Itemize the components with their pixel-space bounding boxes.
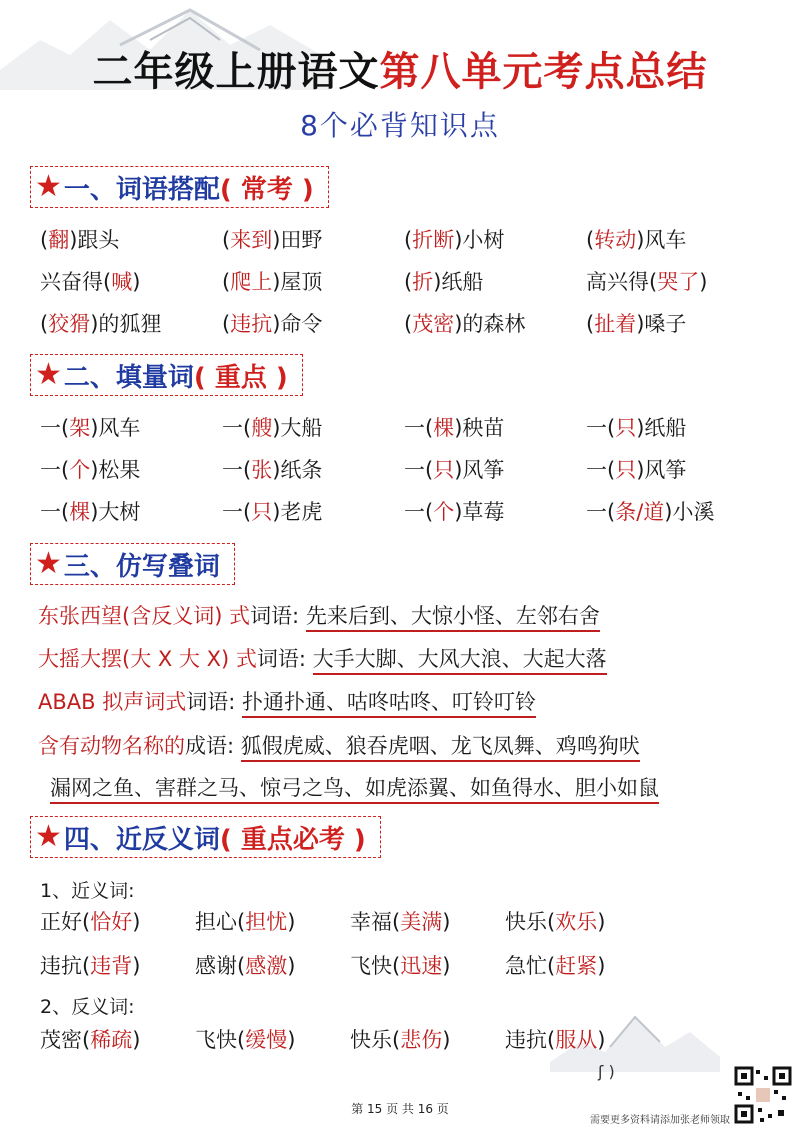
term-answer: 缓慢 [245,1028,288,1052]
word-pair-row [40,950,660,980]
section-title: 四、近反义词 [63,824,220,855]
term-item [404,454,586,484]
term-suffix: ) [442,1028,451,1052]
term-prefix: 一( [404,500,434,524]
term-item [586,266,768,296]
pattern-label: 东张西望(含反义词) 式 [38,604,251,628]
term-answer: 感激 [245,954,288,978]
grid-row [40,302,770,344]
term-item [505,906,660,936]
term-prefix: 幸福( [350,910,401,934]
term-answer: 违背 [90,954,133,978]
term-item [586,412,768,442]
term-suffix: )嗓子 [636,312,687,336]
term-answer: 张 [251,458,273,482]
pattern-suffix: 词语: [256,647,313,671]
section-title: 二、填量词 [63,362,194,393]
term-item [404,412,586,442]
term-prefix: 感谢( [195,954,246,978]
term-prefix: 一( [40,500,70,524]
term-answer: 折断 [412,228,455,252]
term-prefix: 茂密( [40,1028,91,1052]
term-item [195,906,350,936]
term-suffix: ) [132,1028,141,1052]
term-prefix: 一( [40,416,70,440]
term-suffix: )的森林 [454,312,526,336]
term-answer: 稀疏 [90,1028,133,1052]
term-prefix: ( [40,228,49,252]
term-answer: 违抗 [230,312,273,336]
term-item [222,454,404,484]
term-item [586,308,768,338]
term-item [350,1024,505,1054]
term-prefix: ( [404,270,413,294]
term-answer: 个 [69,458,91,482]
term-answer: 狡猾 [48,312,91,336]
term-suffix: )跟头 [69,228,120,252]
term-prefix: 一( [586,416,616,440]
term-prefix: 一( [40,458,70,482]
term-item [586,496,768,526]
word-pair-row [40,906,660,936]
reduplication-line [38,600,600,630]
term-answer: 翻 [48,228,70,252]
term-prefix: 一( [404,458,434,482]
section-header-1 [30,166,329,208]
qr-code-icon [734,1066,792,1124]
term-suffix: ) [132,954,141,978]
pattern-suffix: 词语: [250,604,306,628]
term-suffix: ) [442,910,451,934]
term-item [40,412,222,442]
pattern-label: ABAB 拟声词式 [38,690,187,714]
term-answer: 茂密 [412,312,455,336]
term-prefix: ( [40,312,49,336]
term-prefix: 高兴得( [586,270,658,294]
term-item [40,224,222,254]
term-suffix: ) [287,1028,296,1052]
term-suffix: ) [287,910,296,934]
term-prefix: 一( [586,500,616,524]
term-answer: 迅速 [400,954,443,978]
term-suffix: )小树 [454,228,505,252]
term-answer: 转动 [594,228,637,252]
term-prefix: 一( [222,500,252,524]
hand-mark-decoration: ʃ ) [598,1062,615,1081]
synonym-label: 1、近义词: [40,880,135,902]
term-answer: 棵 [433,416,455,440]
term-suffix: )的狐狸 [90,312,162,336]
pattern-suffix: 词语: [186,690,242,714]
section-title: 三、仿写叠词 [63,551,220,582]
term-answer: 担忧 [245,910,288,934]
term-suffix: )风车 [636,228,687,252]
term-answer: 服从 [555,1028,598,1052]
term-prefix: ( [404,228,413,252]
footer-note: 需要更多资料请添加张老师领取 [590,1115,730,1126]
term-prefix: ( [404,312,413,336]
term-prefix: 一( [222,416,252,440]
term-suffix: )纸条 [272,458,323,482]
term-suffix: )草莓 [454,500,505,524]
term-answer: 艘 [251,416,273,440]
term-answer: 架 [69,416,91,440]
term-item [404,496,586,526]
term-suffix: ) [132,270,141,294]
example-words: 狐假虎威、狼吞虎咽、龙飞凤舞、鸡鸣狗吠 [241,734,640,762]
term-answer: 喊 [111,270,133,294]
term-item [586,224,768,254]
term-item [40,308,222,338]
term-suffix: )风筝 [454,458,505,482]
term-item [40,496,222,526]
antonym-label: 2、反义词: [40,996,135,1018]
term-item [222,308,404,338]
measure-word-grid [40,406,770,532]
term-prefix: 担心( [195,910,246,934]
term-prefix: 飞快( [195,1028,246,1052]
example-words: 漏网之鱼、害群之马、惊弓之鸟、如虎添翼、如鱼得水、胆小如鼠 [50,776,659,804]
term-suffix: )小溪 [664,500,715,524]
pattern-label: 大摇大摆(大 X 大 X) 式 [38,647,257,671]
term-prefix: 一( [586,458,616,482]
term-answer: 棵 [69,500,91,524]
term-suffix: )田野 [272,228,323,252]
term-answer: 爬上 [230,270,273,294]
term-item [222,496,404,526]
term-prefix: 一( [404,416,434,440]
term-prefix: 急忙( [505,954,556,978]
page-footer: 第 15 页 共 16 页 [351,1102,449,1116]
term-item [40,1024,195,1054]
star-icon: ★ [35,819,62,854]
grid-row [40,490,770,532]
section-note: ( 重点必考 ) [219,824,366,855]
section-header-3 [30,543,235,585]
term-item [222,224,404,254]
term-suffix: )大船 [272,416,323,440]
grid-row [40,218,770,260]
term-prefix: 违抗( [40,954,91,978]
term-answer: 只 [251,500,273,524]
example-words: 大手大脚、大风大浪、大起大落 [313,647,607,675]
term-suffix: )风车 [90,416,141,440]
term-item [350,950,505,980]
term-suffix: )秧苗 [454,416,505,440]
term-answer: 个 [433,500,455,524]
term-answer: 扯着 [594,312,637,336]
term-item [404,224,586,254]
term-answer: 哭了 [657,270,700,294]
title-part1: 二年级上册语文 [92,48,380,95]
term-item [586,454,768,484]
grid-row [40,260,770,302]
term-prefix: ( [586,312,595,336]
term-item [404,266,586,296]
term-item [222,412,404,442]
term-suffix: )大树 [90,500,141,524]
term-item [40,950,195,980]
reduplication-line [38,686,536,716]
term-suffix: ) [699,270,708,294]
term-item [505,950,660,980]
grid-row [40,448,770,490]
term-prefix: ( [222,270,231,294]
collocation-grid [40,218,770,344]
star-icon: ★ [35,357,62,392]
term-prefix: 快乐( [505,910,556,934]
term-answer: 恰好 [90,910,133,934]
word-pair-row [40,1024,660,1054]
section-note: ( 常考 ) [219,174,314,205]
pattern-suffix: 成语: [185,734,241,758]
star-icon: ★ [35,169,62,204]
term-item [222,266,404,296]
term-item [404,308,586,338]
term-suffix: ) [597,910,606,934]
term-prefix: 正好( [40,910,91,934]
term-suffix: ) [442,954,451,978]
example-words: 扑通扑通、咕咚咕咚、叮铃叮铃 [242,690,536,718]
term-prefix: 飞快( [350,954,401,978]
term-suffix: )屋顶 [272,270,323,294]
term-suffix: ) [132,910,141,934]
term-item [40,906,195,936]
section-header-2 [30,354,303,396]
title-part2: 第八单元考点总结 [379,48,708,95]
term-suffix: ) [597,1028,606,1052]
term-answer: 只 [615,416,637,440]
term-suffix: )风筝 [636,458,687,482]
term-answer: 赶紧 [555,954,598,978]
page-subtitle: 8个必背知识点 [300,109,500,142]
term-prefix: 兴奋得( [40,270,112,294]
section-title: 一、词语搭配 [63,174,220,205]
term-item [40,266,222,296]
term-answer: 折 [412,270,434,294]
term-prefix: ( [222,312,231,336]
term-suffix: )命令 [272,312,323,336]
term-item [195,1024,350,1054]
term-item [505,1024,660,1054]
term-suffix: ) [287,954,296,978]
term-prefix: 违抗( [505,1028,556,1052]
term-item [40,454,222,484]
term-suffix: )纸船 [636,416,687,440]
section-note: ( 重点 ) [193,362,288,393]
term-answer: 悲伤 [400,1028,443,1052]
page-title [0,40,800,97]
reduplication-line [38,730,640,760]
grid-row [40,406,770,448]
pattern-label: 含有动物名称的 [38,734,185,758]
term-item [350,906,505,936]
term-suffix: )纸船 [433,270,484,294]
section-header-4 [30,816,381,858]
star-icon: ★ [35,546,62,581]
term-answer: 来到 [230,228,273,252]
reduplication-line [50,772,659,802]
term-answer: 美满 [400,910,443,934]
term-suffix: )老虎 [272,500,323,524]
term-answer: 只 [433,458,455,482]
example-words: 先来后到、大惊小怪、左邻右舍 [306,604,600,632]
term-answer: 欢乐 [555,910,598,934]
reduplication-line [38,643,607,673]
term-answer: 只 [615,458,637,482]
term-prefix: 一( [222,458,252,482]
term-prefix: ( [222,228,231,252]
term-prefix: ( [586,228,595,252]
term-item [195,950,350,980]
term-suffix: )松果 [90,458,141,482]
term-suffix: ) [597,954,606,978]
term-answer: 条/道 [615,500,665,524]
term-prefix: 快乐( [350,1028,401,1052]
